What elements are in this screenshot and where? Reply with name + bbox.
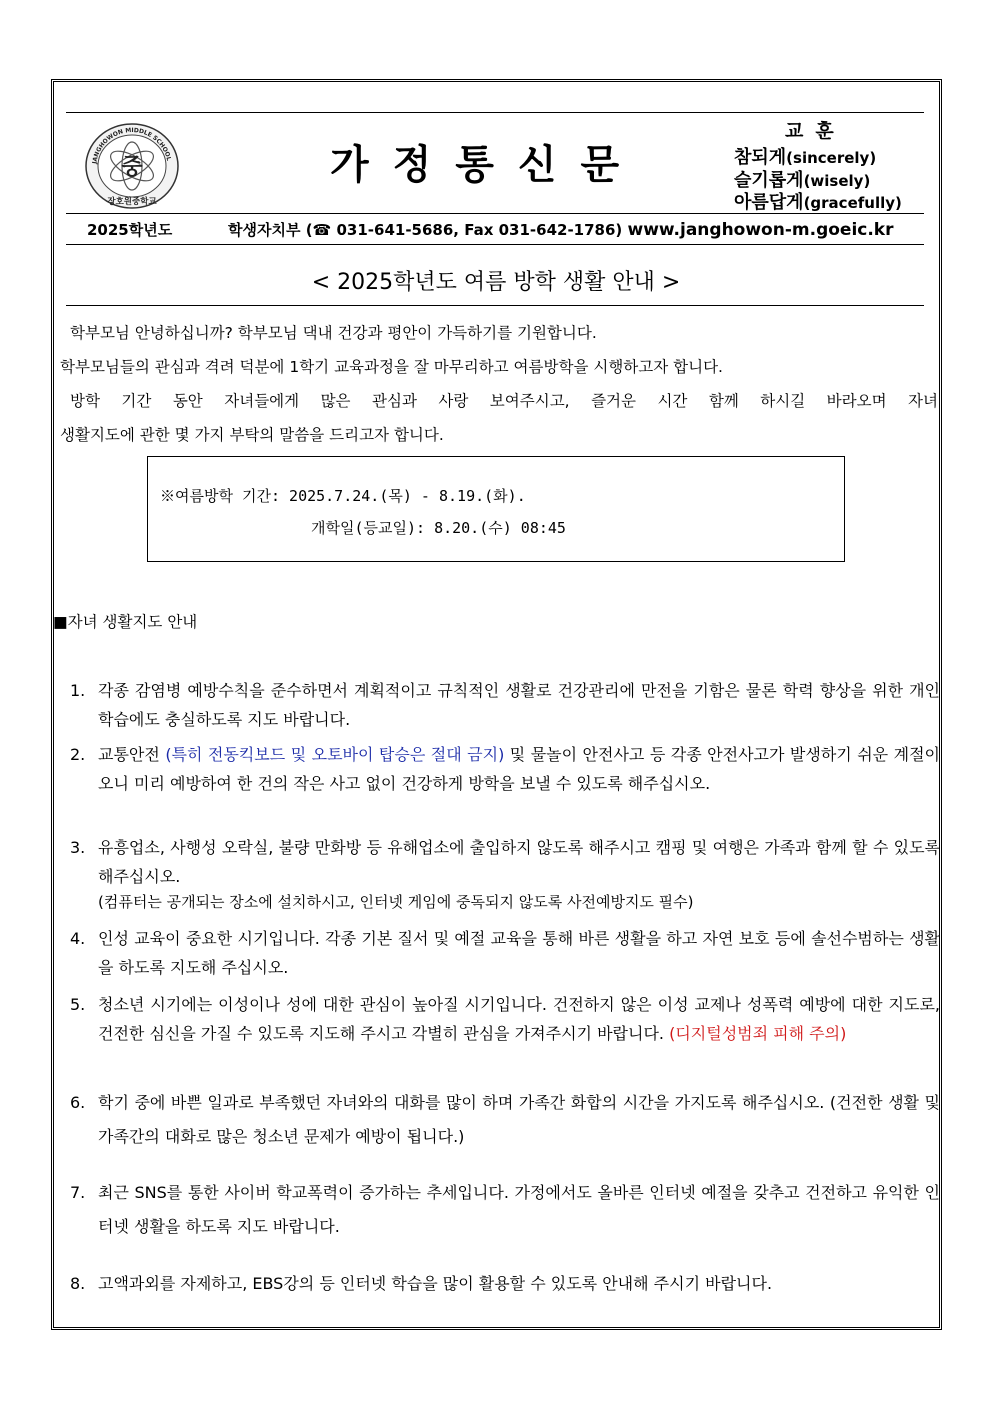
- list-item: 8. 고액과외를 자제하고, EBS강의 등 인터넷 학습을 많이 활용할 수 있도록 안내해 주시기 바랍니다.: [70, 1274, 773, 1293]
- intro-paragraph: 학부모님 안녕하십니까? 학부모님 댁내 건강과 평안이 가득하기를 기원합니다.: [70, 324, 597, 342]
- logo-ring-text: JANGHOWON MIDDLE SCHOOL: [91, 126, 173, 165]
- notice-subtitle: < 2025학년도 여름 방학 생활 안내 >: [311, 270, 681, 295]
- list-item: 1. 각종 감염병 예방수칙을 준수하면서 계획적이고 규칙적인 생활로 건강관리에 만전을 기함은 물론 학력 향상을 위한 개인 학습에도 충실하도록 지도 바랍니다.: [70, 681, 940, 729]
- list-item: 7. 최근 SNS를 통한 사이버 학교폭력이 증가하는 추세입니다. 가정에서도 올바른 인터넷 예절을 갖추고 건전하고 유익한 인터넷 생활을 하도록 지도 바랍니다.: [70, 1183, 940, 1236]
- school-start-date: 개학일(등교일): 8.20.(수) 08:45: [311, 519, 566, 537]
- intro-paragraph: 학부모님들의 관심과 격려 덕분에 1학기 교육과정을 잘 마무리하고 여름방학을 시행하고자 합니다.: [60, 358, 723, 376]
- list-item: 5. 청소년 시기에는 이성이나 성에 대한 관심이 높아질 시기입니다. 건전하지 않은 이성 교제나 성폭력 예방에 대한 지도로, 건전한 심신을 가질 수 있도록 지도해 주시고 각별히 관심을 가져주시기 바랍니다. (디지털성범죄 피해 주의): [70, 995, 940, 1043]
- motto-line: 참되게(sincerely): [734, 147, 877, 168]
- phone-icon: ☎: [312, 221, 332, 239]
- list-item: 4. 인성 교육이 중요한 시기입니다. 각종 기본 질서 및 예절 교육을 통해 바른 생활을 하고 자연 보호 등에 솔선수범하는 생활을 하도록 지도해 주십시오.: [70, 929, 940, 977]
- list-item: 6. 학기 중에 바쁜 일과로 부족했던 자녀와의 대화를 많이 하며 가족간 화합의 시간을 가지도록 해주십시오. (건전한 생활 및 가족간의 대화로 많은 청소년 문제가 예방이 됩니다.): [70, 1093, 940, 1146]
- intro-paragraph: 생활지도에 관한 몇 가지 부탁의 말씀을 드리고자 합니다.: [60, 426, 444, 444]
- list-item: 2. 교통안전 (특히 전동킥보드 및 오토바이 탑승은 절대 금지) 및 물놀이 안전사고 등 각종 안전사고가 발생하기 쉬운 계절이오니 미리 예방하여 한 건의 작은 사고 없이 건강하게 방학을 보낼 수 있도록 해주십시오.: [70, 745, 940, 793]
- contact-line: 학생자치부 (☎ 031-641-5686, Fax 031-642-1786) www.janghowon-m.goeic.kr: [228, 220, 894, 240]
- logo-bottom-text: 장호원중학교: [107, 197, 157, 207]
- digital-crime-warning: (디지털성범죄 피해 주의): [669, 1024, 847, 1043]
- logo-center-char: 중: [121, 155, 143, 180]
- page-title: 가정통신문: [330, 142, 644, 188]
- subtitle-rule: [66, 305, 924, 306]
- school-year: 2025학년도: [87, 221, 173, 239]
- section-title: ■자녀 생활지도 안내: [53, 613, 198, 631]
- motto-line: 슬기롭게(wisely): [734, 170, 871, 191]
- website-link[interactable]: www.janghowon-m.goeic.kr: [627, 220, 894, 240]
- safety-warning: (특히 전동킥보드 및 오토바이 탑승은 절대 금지): [165, 745, 505, 764]
- computer-note: (컴퓨터는 공개되는 장소에 설치하시고, 인터넷 게임에 중독되지 않도록 사전예방지도 필수): [98, 893, 694, 911]
- list-item: 3. 유흥업소, 사행성 오락실, 불량 만화방 등 유해업소에 출입하지 않도록 해주시고 캠핑 및 여행은 가족과 함께 할 수 있도록 해주십시오. (컴퓨터는 공개되는 장소에 설치하시고, 인터넷 게임에 중독되지 않도록 사전예방지도 필수): [70, 838, 940, 911]
- intro-paragraph: 방학 기간 동안 자녀들에게 많은 관심과 사랑 보여주시고, 즐거운 시간 함께 하시길 바라오며 자녀: [70, 392, 938, 410]
- header-bottom-rule: [66, 244, 924, 245]
- school-logo: [84, 122, 180, 210]
- schedule-box: [147, 456, 845, 562]
- motto-heading: 교훈: [785, 120, 846, 142]
- vacation-period: ※여름방학 기간: 2025.7.24.(목) - 8.19.(화).: [160, 487, 526, 505]
- header-top-rule: [66, 112, 924, 113]
- department: 학생자치부: [228, 221, 301, 239]
- motto-line: 아름답게(gracefully): [734, 192, 902, 213]
- contact-numbers: 031-641-5686, Fax 031-642-1786): [336, 221, 623, 239]
